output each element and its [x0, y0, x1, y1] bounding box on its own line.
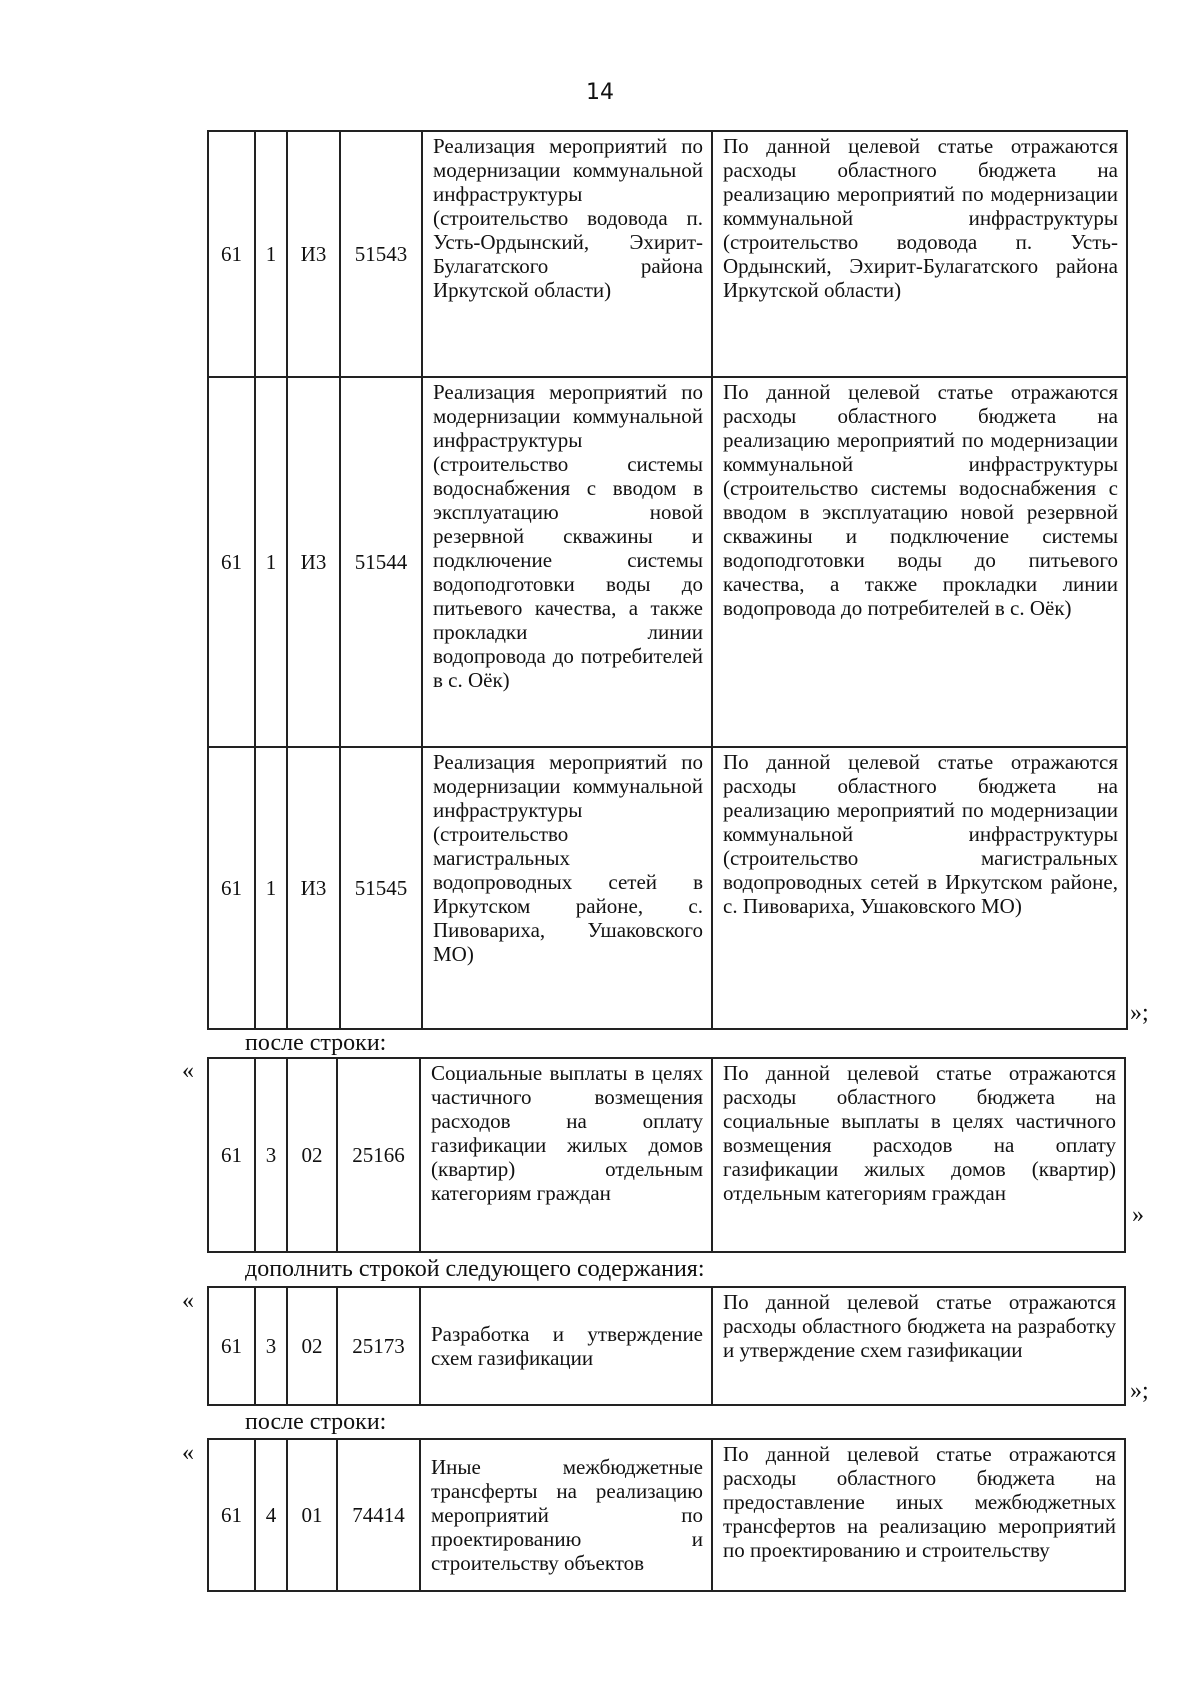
- code-main-activity: 01: [287, 1439, 337, 1591]
- code-subprogram: 1: [255, 747, 287, 1029]
- code-direction: 25166: [337, 1058, 420, 1252]
- table-row: [208, 1058, 1125, 1252]
- code-program: 61: [208, 1287, 255, 1405]
- code-main-activity: И3: [287, 377, 340, 747]
- opening-quote: «: [182, 1058, 194, 1084]
- expense-description: По данной целевой статье отражаются расходы областного бюджета на предоставление иных межбюджетных трансфертов на реализацию мероприятий по проектированию и строительству: [712, 1439, 1125, 1591]
- classification-table-2: [207, 1057, 1126, 1253]
- code-program: 61: [208, 131, 255, 377]
- code-subprogram: 1: [255, 131, 287, 377]
- instruction-text: после строки:: [245, 1030, 387, 1056]
- instruction-text: дополнить строкой следующего содержания:: [245, 1256, 705, 1282]
- expense-title: Социальные выплаты в целях частичного возмещения расходов на оплату газификации жилых домов (квартир) отдельным категориям граждан: [420, 1058, 712, 1252]
- code-program: 61: [208, 747, 255, 1029]
- code-direction: 25173: [337, 1287, 420, 1405]
- expense-description: По данной целевой статье отражаются расходы областного бюджета на социальные выплаты в целях частичного возмещения расходов на оплату газификации жилых домов (квартир) отдельным категориям граждан: [712, 1058, 1125, 1252]
- table-row: [208, 131, 1127, 377]
- code-subprogram: 3: [255, 1058, 287, 1252]
- classification-table-3: [207, 1286, 1126, 1406]
- page-number: 14: [586, 80, 614, 105]
- closing-quote: »;: [1130, 1378, 1149, 1404]
- code-direction: 51545: [340, 747, 422, 1029]
- classification-table-1: [207, 130, 1128, 1030]
- code-direction: 51544: [340, 377, 422, 747]
- code-main-activity: 02: [287, 1058, 337, 1252]
- closing-quote: »: [1132, 1202, 1144, 1228]
- classification-table-4: [207, 1438, 1126, 1592]
- opening-quote: «: [182, 1288, 194, 1314]
- code-main-activity: 02: [287, 1287, 337, 1405]
- table-row: [208, 1287, 1125, 1405]
- expense-title: Иные межбюджетные трансферты на реализацию мероприятий по проектированию и строительству объектов: [420, 1439, 712, 1591]
- expense-title: Реализация мероприятий по модернизации коммунальной инфраструктуры (строительство магистральных водопроводных сетей в Иркутском районе, с. Пивовариха, Ушаковского МО): [422, 747, 712, 1029]
- opening-quote: «: [182, 1440, 194, 1466]
- table-row: [208, 1439, 1125, 1591]
- code-subprogram: 3: [255, 1287, 287, 1405]
- code-program: 61: [208, 377, 255, 747]
- expense-description: По данной целевой статье отражаются расходы областного бюджета на реализацию мероприятий по модернизации коммунальной инфраструктуры (строительство магистральных водопроводных сетей в Иркутском районе, с. Пивовариха, Ушаковского МО): [712, 747, 1127, 1029]
- expense-title: Реализация мероприятий по модернизации коммунальной инфраструктуры (строительство водовода п. Усть-Ордынский, Эхирит-Булагатского района Иркутской области): [422, 131, 712, 377]
- closing-quote: »;: [1130, 1000, 1149, 1026]
- code-main-activity: И3: [287, 747, 340, 1029]
- table-row: [208, 377, 1127, 747]
- code-main-activity: И3: [287, 131, 340, 377]
- code-subprogram: 1: [255, 377, 287, 747]
- expense-title: Реализация мероприятий по модернизации коммунальной инфраструктуры (строительство системы водоснабжения с вводом в эксплуатацию новой резервной скважины и подключение системы водоподготовки воды до питьевого качества, а также прокладки линии водопровода до потребителей в с. Оёк): [422, 377, 712, 747]
- code-subprogram: 4: [255, 1439, 287, 1591]
- code-direction: 74414: [337, 1439, 420, 1591]
- expense-description: По данной целевой статье отражаются расходы областного бюджета на реализацию мероприятий по модернизации коммунальной инфраструктуры (строительство системы водоснабжения с вводом в эксплуатацию новой резервной скважины и подключение системы водоподготовки воды до питьевого качества, а также прокладки линии водопровода до потребителей в с. Оёк): [712, 377, 1127, 747]
- code-program: 61: [208, 1439, 255, 1591]
- expense-description: По данной целевой статье отражаются расходы областного бюджета на реализацию мероприятий по модернизации коммунальной инфраструктуры (строительство водовода п. Усть-Ордынский, Эхирит-Булагатского района Иркутской области): [712, 131, 1127, 377]
- instruction-text: после строки:: [245, 1409, 387, 1435]
- expense-description: По данной целевой статье отражаются расходы областного бюджета на разработку и утверждение схем газификации: [712, 1287, 1125, 1405]
- expense-title: Разработка и утверждение схем газификации: [420, 1287, 712, 1405]
- code-direction: 51543: [340, 131, 422, 377]
- code-program: 61: [208, 1058, 255, 1252]
- table-row: [208, 747, 1127, 1029]
